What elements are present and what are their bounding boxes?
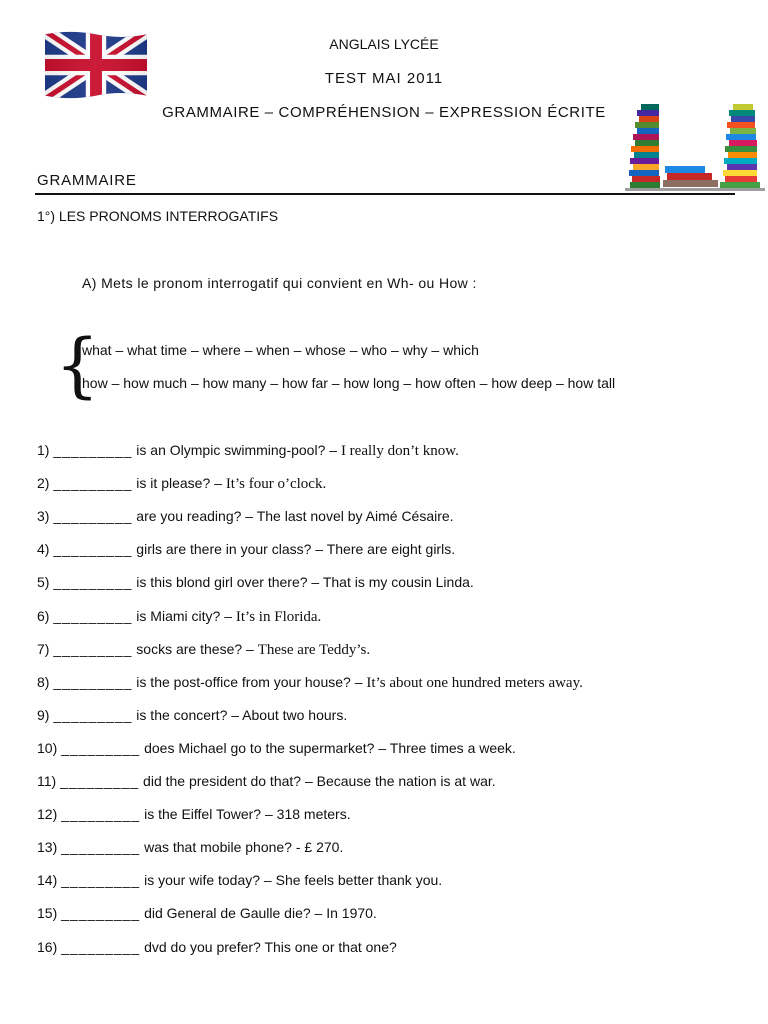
section-divider <box>35 193 735 195</box>
question-item <box>37 475 326 493</box>
question-answer: She feels better thank you. <box>275 872 443 889</box>
question-number: 16) <box>37 938 58 955</box>
question-item <box>37 872 442 888</box>
question-answer: It’s in Florida. <box>235 608 322 625</box>
question-item <box>37 641 370 659</box>
question-answer: That is my cousin Linda. <box>322 574 474 591</box>
question-text: dvd do you prefer? This one or that one? <box>140 938 397 955</box>
test-subtitle: GRAMMAIRE – COMPRÉHENSION – EXPRESSION ÉCRITE <box>162 104 606 121</box>
question-text: are you reading? – <box>132 508 257 525</box>
section-subtitle: 1°) LES PRONOMS INTERROGATIFS <box>37 208 279 224</box>
exercise-instruction: A) Mets le pronom interrogatif qui convient en Wh- ou How : <box>82 275 477 291</box>
answer-blank[interactable]: _________ <box>53 640 133 657</box>
answer-blank[interactable]: _________ <box>61 806 141 823</box>
question-number: 2) <box>37 475 50 492</box>
word-bank-line-1: what – what time – where – when – whose – who – why – which <box>82 342 479 358</box>
question-text: did General de Gaulle die? – <box>140 905 327 922</box>
question-answer: In 1970. <box>326 905 377 922</box>
question-number: 4) <box>37 541 50 558</box>
question-answer: £ 270. <box>304 839 344 856</box>
question-answer: About two hours. <box>242 706 348 723</box>
answer-blank[interactable]: _________ <box>53 706 133 723</box>
question-text: girls are there in your class? – <box>132 541 327 558</box>
question-number: 6) <box>37 607 50 624</box>
answer-blank[interactable]: _________ <box>53 442 133 458</box>
brace-icon: { <box>55 324 100 406</box>
question-number: 11) <box>37 773 57 789</box>
question-answer: Because the nation is at war. <box>316 773 496 789</box>
question-answer: I really don’t know. <box>340 443 459 459</box>
answer-blank[interactable]: _________ <box>61 905 141 922</box>
question-number: 15) <box>37 905 58 922</box>
question-text: is the post-office from your house? – <box>132 673 367 690</box>
question-number: 3) <box>37 508 50 525</box>
question-text: is the Eiffel Tower? – <box>140 806 277 823</box>
question-item <box>37 939 397 955</box>
question-item <box>37 740 516 756</box>
question-number: 8) <box>37 673 50 690</box>
answer-blank[interactable]: _________ <box>53 475 133 492</box>
question-answer: It’s four o’clock. <box>225 476 327 493</box>
question-text: is the concert? – <box>132 706 243 723</box>
question-number: 10) <box>37 739 58 756</box>
question-item <box>37 442 459 460</box>
question-number: 5) <box>37 574 50 591</box>
question-text: is an Olympic swimming-pool? – <box>132 442 341 458</box>
answer-blank[interactable]: _________ <box>53 541 133 558</box>
question-text: is it please? – <box>132 475 226 492</box>
question-text: did the president do that? – <box>139 773 317 789</box>
answer-blank[interactable]: _________ <box>53 574 133 591</box>
answer-blank[interactable]: _________ <box>61 839 141 856</box>
question-text: was that mobile phone? - <box>140 839 305 856</box>
question-item <box>37 806 351 822</box>
question-item <box>37 608 321 626</box>
question-answer: It’s about one hundred meters away. <box>366 674 583 691</box>
question-item <box>37 707 347 723</box>
question-answer: Three times a week. <box>389 739 516 756</box>
question-number: 13) <box>37 839 58 856</box>
question-item <box>37 574 474 590</box>
question-item <box>37 839 343 855</box>
question-text: socks are these? – <box>132 640 258 657</box>
question-text: does Michael go to the supermarket? – <box>140 739 390 756</box>
answer-blank[interactable]: _________ <box>53 673 133 690</box>
question-text: is your wife today? – <box>140 872 276 889</box>
question-item <box>37 773 496 789</box>
answer-blank[interactable]: _________ <box>60 773 140 789</box>
question-item <box>37 541 455 557</box>
question-item <box>37 905 377 921</box>
question-answer: The last novel by Aimé Césaire. <box>256 508 454 525</box>
question-item <box>37 508 454 524</box>
course-title: ANGLAIS LYCÉE <box>329 36 439 52</box>
answer-blank[interactable]: _________ <box>53 607 133 624</box>
answer-blank[interactable]: _________ <box>53 508 133 525</box>
answer-blank[interactable]: _________ <box>61 872 141 889</box>
question-answer: There are eight girls. <box>326 541 456 558</box>
question-number: 12) <box>37 806 58 823</box>
question-number: 14) <box>37 872 58 889</box>
question-text: is Miami city? – <box>132 607 236 624</box>
test-title: TEST MAI 2011 <box>324 70 444 87</box>
question-number: 7) <box>37 640 50 657</box>
question-answer: These are Teddy’s. <box>257 641 371 658</box>
word-bank-line-2: how – how much – how many – how far – how long – how often – how deep – how tall <box>82 375 616 391</box>
question-answer: 318 meters. <box>276 806 351 823</box>
question-text: is this blond girl over there? – <box>132 574 323 591</box>
question-item <box>37 674 583 692</box>
section-title: GRAMMAIRE <box>37 172 137 189</box>
question-number: 1) <box>37 442 50 458</box>
answer-blank[interactable]: _________ <box>61 739 141 756</box>
question-number: 9) <box>37 706 50 723</box>
answer-blank[interactable]: _________ <box>61 938 141 955</box>
